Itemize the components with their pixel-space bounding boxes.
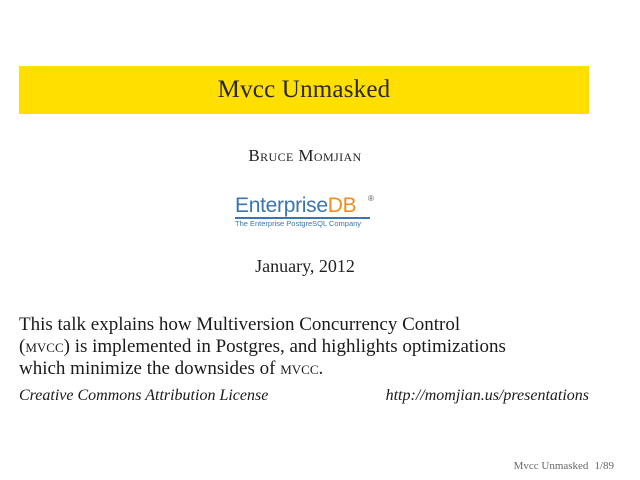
logo-wordmark — [235, 194, 356, 218]
page-separator: / — [599, 460, 603, 472]
page-current: 1 — [594, 460, 600, 472]
slide-footer — [514, 460, 614, 472]
enterprisedb-logo — [235, 194, 385, 234]
abstract-line-3-text: which minimize the downsides of — [19, 358, 281, 379]
abstract-abbr-mvcc-2: mvcc — [280, 358, 319, 379]
abstract-line-1: This talk explains how Multiversion Concurrency Control — [19, 314, 461, 335]
registered-mark: ® — [368, 194, 374, 203]
abstract-line-2 — [19, 336, 599, 358]
logo-brand-suffix: DB — [327, 194, 357, 217]
abstract-paren-open: ( — [19, 336, 26, 357]
presentations-url[interactable]: http://momjian.us/presentations — [385, 387, 589, 404]
presentation-date: January, 2012 — [255, 256, 355, 276]
logo-tagline: The Enterprise PostgreSQL Company — [235, 219, 362, 228]
slide-title: Mvcc Unmasked — [217, 76, 391, 103]
abstract-abbr-mvcc: mvcc — [25, 336, 64, 357]
abstract-line-3-end: . — [318, 358, 324, 379]
logo-brand-main: Enterprise — [235, 194, 328, 217]
abstract-line-2-rest: ) is implemented in Postgres, and highlights optimizations — [63, 336, 506, 357]
license-text: Creative Commons Attribution License — [19, 387, 269, 404]
title-bar — [19, 66, 589, 114]
footer-title: Mvcc Unmasked — [513, 460, 589, 472]
abstract — [19, 314, 599, 380]
abstract-line-3 — [19, 358, 599, 380]
author-name: Bruce Momjian — [248, 146, 362, 165]
page-total: 89 — [603, 460, 614, 472]
